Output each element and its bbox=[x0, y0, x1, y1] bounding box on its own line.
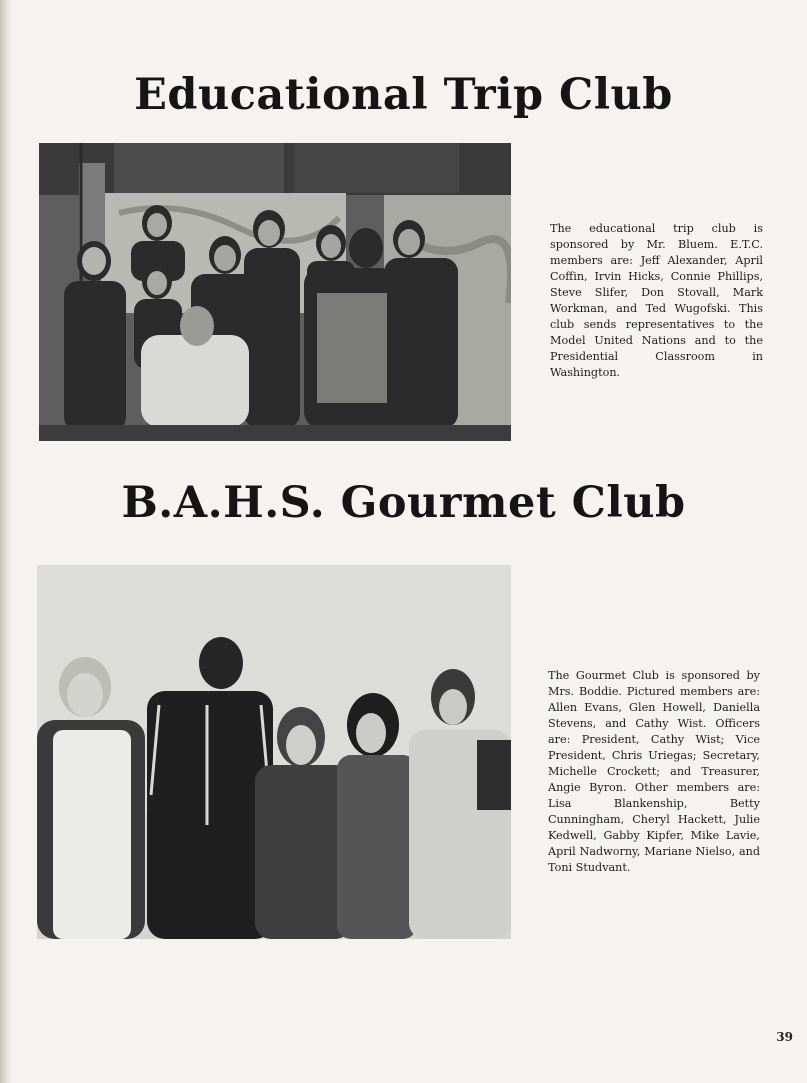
gourmet-club-caption: The Gourmet Club is sponsored by Mrs. Boddie. Pictured members are: Allen Evans, Glen Howell, Daniella Stevens, and Cathy Wist. Officers are: President, Cathy Wist; Vice President, Chris Uriegas; Secretary, Michelle Crockett; and Treasurer, Angie Byron. Other members are: Lisa Blankenship, Betty Cunningham, Cheryl Hackett, Julie Kedwell, Gabby Kipfer, Mike Lavie, April Nadworny, Mariane Nielso, and Toni Studvant. bbox=[548, 669, 760, 874]
page-binding-shadow bbox=[0, 0, 12, 1083]
educational-trip-club-caption: The educational trip club is sponsored by Mr. Bluem. E.T.C. members are: Jeff Alexander, April Coffin, Irvin Hicks, Connie Phillips, Steve Slifer, Don Stovall, Mark Workman, and Ted Wugofski. This club sends representatives to the Model United Nations and to the Presidential Classroom in Washington. bbox=[550, 222, 763, 379]
educational-trip-club-heading: Educational Trip Club bbox=[134, 70, 673, 120]
page-number: 39 bbox=[776, 1030, 793, 1044]
gourmet-club-heading: B.A.H.S. Gourmet Club bbox=[121, 478, 686, 528]
gourmet-club-photo bbox=[37, 565, 511, 939]
educational-trip-club-photo bbox=[39, 143, 511, 441]
